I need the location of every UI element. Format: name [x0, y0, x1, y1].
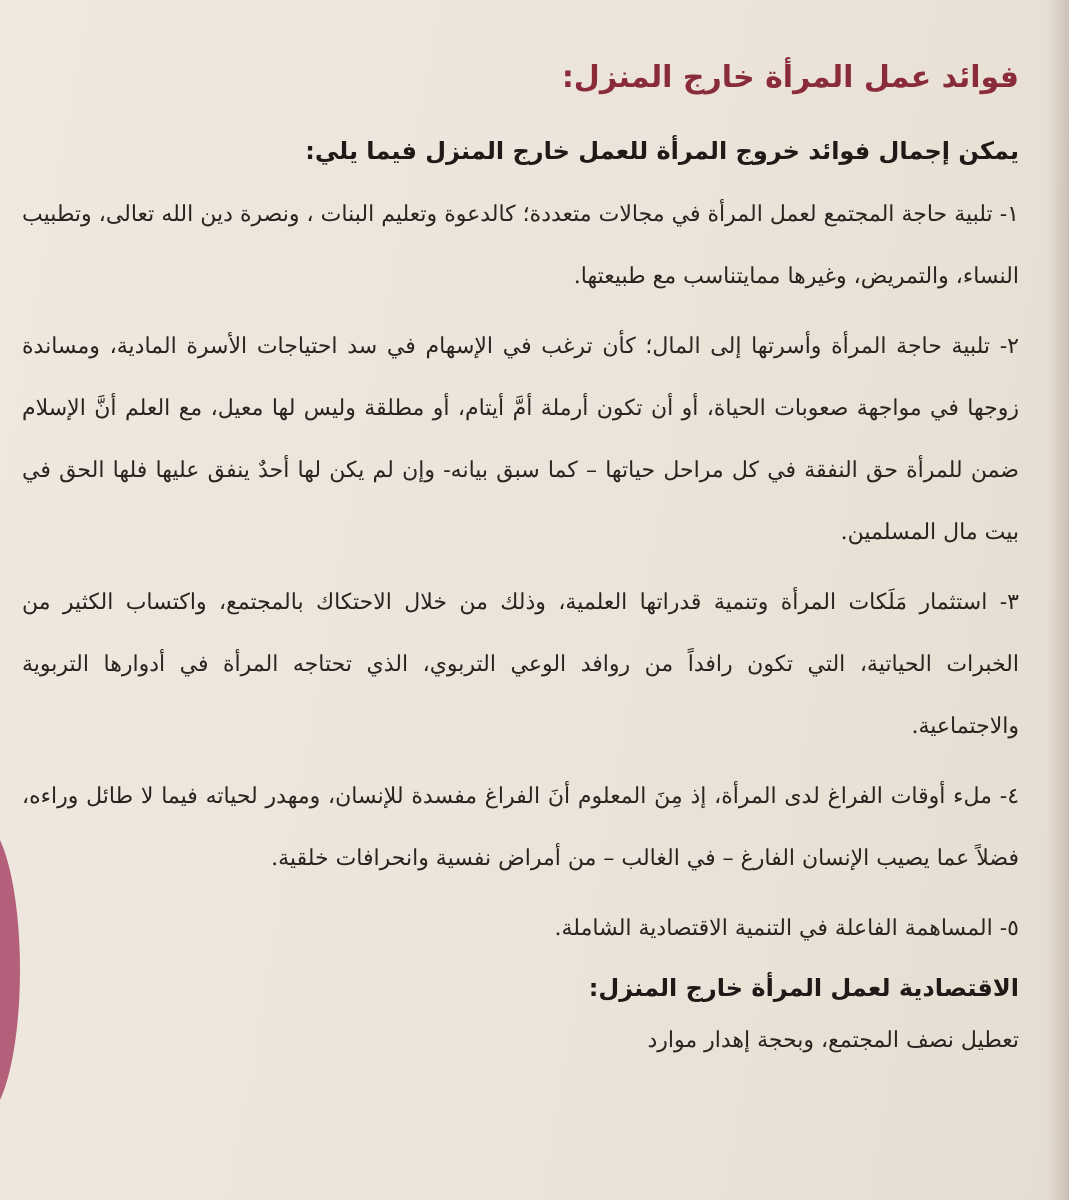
point-number: ١- — [999, 202, 1019, 227]
point-text: المساهمة الفاعلة في التنمية الاقتصادية الشاملة. — [554, 916, 993, 941]
intro-line: يمكن إجمال فوائد خروج المرأة للعمل خارج المنزل فيما يلي: — [305, 137, 1019, 165]
point-text: تلبية حاجة المجتمع لعمل المرأة في مجالات متعددة؛ كالدعوة وتعليم البنات ، ونصرة دين الله تعالى، وتطبيب النساء، والتمريض، وغيرها ممايتناسب مع طبيعتها. — [22, 202, 1019, 289]
point-text: استثمار مَلَكات المرأة وتنمية قدراتها العلمية، وذلك من خلال الاحتكاك بالمجتمع، واكتساب الكثير من الخبرات الحياتية، التي تكون رافداً من روافد الوعي التربوي، الذي تحتاجه المرأة في أدوارها التربوية والاجتماعية. — [22, 590, 1019, 739]
pink-corner-decoration — [0, 820, 20, 1120]
page-edge-shadow — [1047, 0, 1069, 1200]
point-number: ٣- — [999, 590, 1019, 615]
cutoff-line: تعطيل نصف المجتمع، وبحجة إهدار موارد — [647, 1028, 1019, 1053]
point-number: ٥- — [999, 916, 1019, 941]
page-content — [22, 28, 1019, 1066]
point-text: ملء أوقات الفراغ لدى المرأة، إذ مِنَ المعلوم أنَ الفراغ مفسدة للإنسان، ومهدر لحياته فيما لا طائل وراءه، فضلاً عما يصيب الإنسان الفارغ – في الغالب – من أمراض نفسية وانحرافات خلقية. — [22, 784, 1019, 871]
point-2 — [22, 316, 1019, 564]
point-3 — [22, 572, 1019, 758]
point-number: ٤- — [999, 784, 1020, 809]
point-4 — [22, 766, 1019, 890]
subheading: الاقتصادية لعمل المرأة خارج المنزل: — [588, 974, 1019, 1002]
point-text: تلبية حاجة المرأة وأسرتها إلى المال؛ كأن ترغب في الإسهام في سد احتياجات الأسرة المادية، ومساندة زوجها في مواجهة صعوبات الحياة، أو أن تكون أرملة أمَّ أيتام، أو مطلقة وليس لها معيل، مع العلم أنَّ الإسلام ضمن للمرأة حق النفقة في كل مراحل حياتها – كما سبق بيانه- وإن لم يكن لها أحدٌ ينفق عليها فلها الحق في بيت مال المسلمين. — [22, 334, 1019, 545]
point-1 — [22, 184, 1019, 308]
point-5 — [22, 898, 1019, 960]
point-number: ٢- — [999, 334, 1019, 359]
section-title: فوائد عمل المرأة خارج المنزل: — [561, 60, 1019, 95]
